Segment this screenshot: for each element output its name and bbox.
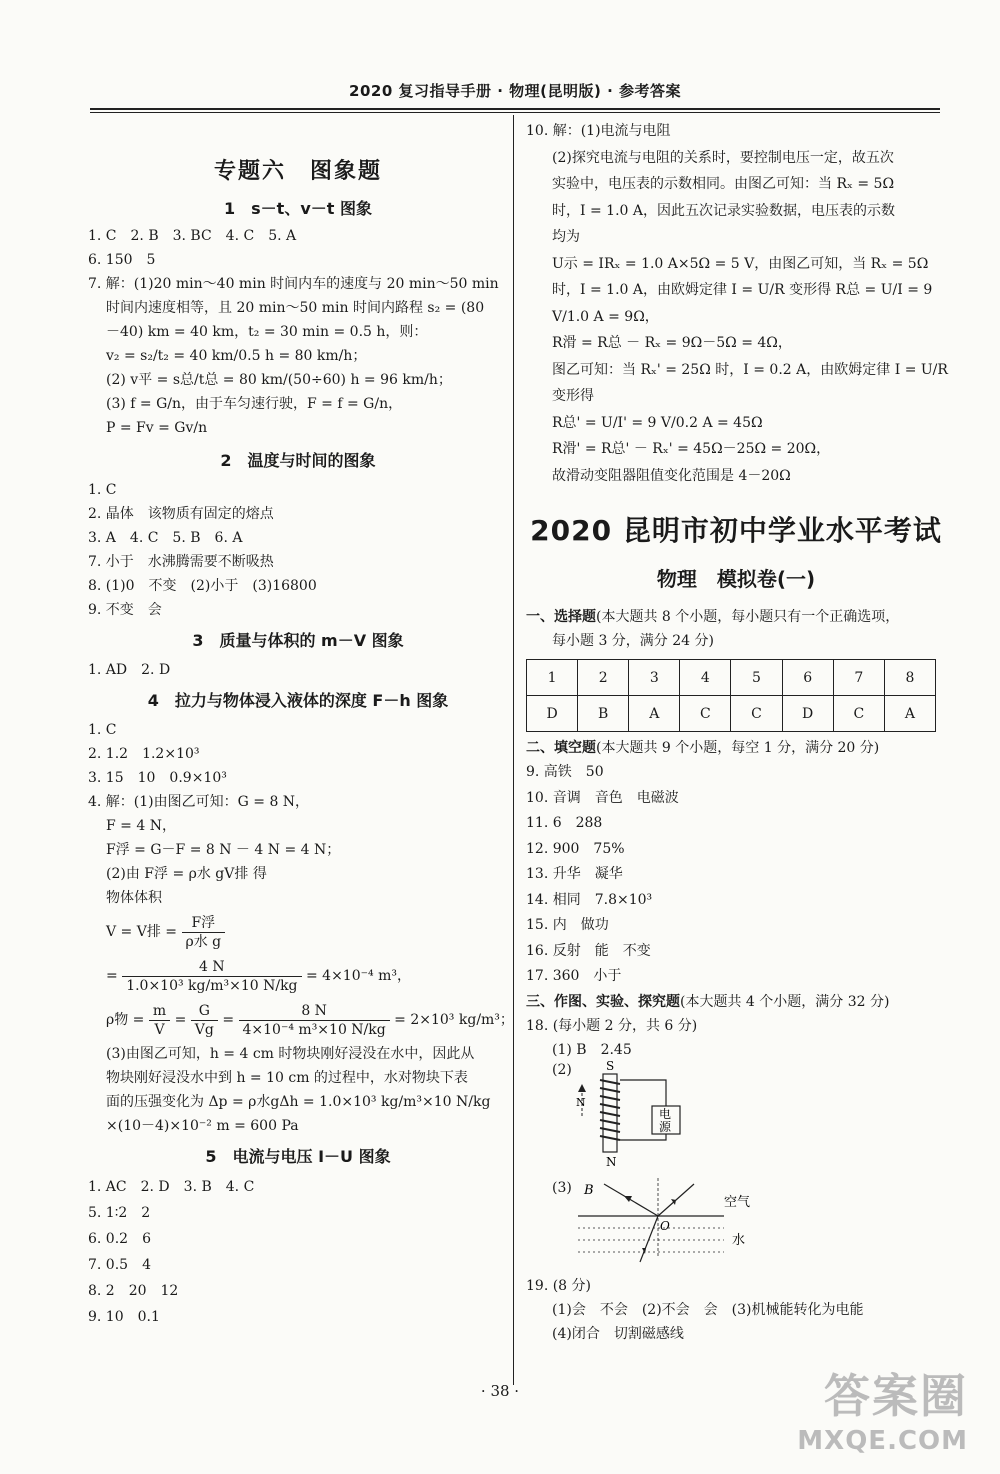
answer-line: 13. 升华 凝华 bbox=[526, 866, 623, 882]
power-label-2: 源 bbox=[659, 1119, 672, 1134]
answer-line: 12. 900 75% bbox=[526, 840, 625, 857]
answer-line: 15. 内 做功 bbox=[526, 917, 609, 933]
denominator: 1.0×10³ kg/m³×10 N/kg bbox=[126, 977, 298, 994]
column-divider bbox=[513, 115, 514, 1385]
answer-line: F = 4 N， bbox=[106, 818, 176, 834]
answer-line: 时间内速度相等，且 20 min～50 min 时间内路程 s₂ = (80 bbox=[106, 300, 485, 316]
section-heading: 5 电流与电压 I－U 图象 bbox=[205, 1147, 391, 1166]
section-heading: 2 温度与时间的图象 bbox=[220, 451, 376, 470]
question-19-line-1: (1)会 不会 (2)不会 会 (3)机械能转化为电能 bbox=[552, 1301, 864, 1318]
answer-line: 7. 解：(1)20 min～40 min 时间内车的速度与 20 min～50 min bbox=[88, 276, 499, 292]
denominator: V bbox=[154, 1021, 165, 1038]
part-1-header bbox=[526, 605, 946, 629]
volume-result bbox=[88, 954, 508, 998]
point-o-label: O bbox=[660, 1218, 670, 1233]
watermark-text: 答案圈 bbox=[824, 1369, 968, 1423]
section-heading: 4 拉力与物体浸入液体的深度 F－h 图象 bbox=[147, 691, 449, 710]
equation-result: = 4×10⁻⁴ m³， bbox=[305, 968, 411, 984]
section-heading: 3 质量与体积的 m－V 图象 bbox=[192, 631, 404, 650]
numerator: G bbox=[191, 1002, 218, 1021]
part-description: (本大题共 8 个小题，每小题只有一个正确选项， bbox=[596, 609, 900, 625]
answer-line: 14. 相同 7.8×10³ bbox=[526, 891, 653, 908]
electromagnet-diagram bbox=[576, 1058, 696, 1170]
question-19-line-2: (4)闭合 切割磁感线 bbox=[552, 1325, 684, 1342]
answer-line: 3. A 4. C 5. B 6. A bbox=[88, 530, 243, 546]
density-equation: ρ物 = $\frac{m}{V}$ = $\frac{G}{Vg}$ = $\frac{8 N}{\text{4×10⁻⁴ m³×10 N/kg}}$ = 2×10³ kg/m³； bbox=[106, 1002, 514, 1038]
answer-line: 6. 150 5 bbox=[88, 252, 156, 268]
answer-line: 物体体积 bbox=[106, 890, 162, 906]
answer-line: (3) f = G/n，由于车匀速行驶，F = f = G/n， bbox=[106, 396, 403, 412]
equation-result: = 2×10³ kg/m³； bbox=[394, 1012, 514, 1028]
part-3-header bbox=[526, 990, 946, 1014]
numerator: F浮 bbox=[182, 914, 226, 933]
paper-title: 物理 模拟卷(一) bbox=[656, 567, 816, 591]
table-cell: 5 bbox=[731, 660, 782, 696]
sub-question-label: (2) bbox=[552, 1061, 572, 1078]
page-number: · 38 · bbox=[480, 1382, 520, 1400]
answer-line: 17. 360 小于 bbox=[526, 968, 622, 984]
part-label: 三、作图、实验、探究题 bbox=[526, 993, 680, 1010]
table-cell: 1 bbox=[527, 660, 578, 696]
pole-n-label: N bbox=[606, 1154, 617, 1169]
answer-line: 故滑动变阻器阻值变化范围是 4－20Ω bbox=[552, 467, 791, 484]
answer-line: v₂ = s₂/t₂ = 40 km/0.5 h = 80 km/h； bbox=[106, 348, 367, 364]
water-label: 水 bbox=[732, 1232, 746, 1248]
answer-line: 9. 高铁 50 bbox=[526, 764, 604, 780]
answer-table bbox=[526, 659, 936, 732]
answer-line: ×(10－4)×10⁻² m = 600 Pa bbox=[106, 1118, 299, 1134]
answer-line: 5. 1∶2 2 bbox=[88, 1205, 151, 1221]
answer-line: R滑 = R总 － Rₓ = 9Ω－5Ω = 4Ω， bbox=[552, 335, 792, 351]
part-2-answers bbox=[526, 760, 946, 990]
answer-line: F浮 = G－F = 8 N － 4 N = 4 N； bbox=[106, 842, 341, 858]
answer-line: 1. C 2. B 3. BC 4. C 5. A bbox=[88, 228, 297, 244]
answer-line: 变形得 bbox=[552, 388, 594, 404]
part-2-header bbox=[526, 736, 946, 760]
equals-sign: = bbox=[106, 968, 118, 984]
table-cell: B bbox=[578, 696, 629, 732]
table-cell: 3 bbox=[629, 660, 680, 696]
header-rule bbox=[90, 108, 940, 110]
table-cell: 7 bbox=[833, 660, 884, 696]
table-cell: 8 bbox=[884, 660, 935, 696]
header-rule-thin bbox=[90, 112, 940, 113]
answer-line: 时，I = 1.0 A，由欧姆定律 I = U/R 变形得 R总 = U/I = 9 bbox=[552, 282, 933, 298]
sub-question-label: (3) bbox=[552, 1179, 572, 1196]
denominator: Vg bbox=[194, 1021, 214, 1038]
volume-equation bbox=[88, 910, 508, 954]
table-cell: 4 bbox=[680, 660, 731, 696]
answer-line: P = Fv = Gv/n bbox=[106, 420, 208, 436]
watermark-url: MXQE.COM bbox=[797, 1426, 968, 1456]
numerator: 8 N bbox=[239, 1002, 390, 1021]
left-column bbox=[88, 120, 514, 1330]
section-heading: 1 s－t、v－t 图象 bbox=[224, 199, 372, 218]
power-label-1: 电 bbox=[659, 1106, 672, 1121]
refraction-diagram bbox=[574, 1174, 774, 1274]
answer-line: R滑' = R总' － Rₓ' = 45Ω－25Ω = 20Ω， bbox=[552, 441, 831, 457]
answer-line: 9. 10 0.1 bbox=[88, 1309, 160, 1325]
ray-b-label: B bbox=[584, 1182, 594, 1198]
answer-line: U示 = IRₓ = 1.0 A×5Ω = 5 V，由图乙可知，当 Rₓ = 5Ω bbox=[552, 255, 929, 272]
section-5-answers bbox=[88, 1174, 508, 1330]
right-column bbox=[526, 118, 946, 1346]
part-description: (本大题共 9 个小题，每空 1 分，满分 20 分) bbox=[596, 740, 880, 756]
answer-line: V/1.0 A = 9Ω， bbox=[552, 308, 659, 325]
part-label: 二、填空题 bbox=[526, 740, 596, 756]
fraction bbox=[191, 1002, 218, 1039]
answer-line: 1. C bbox=[88, 722, 117, 738]
answer-line: 11. 6 288 bbox=[526, 815, 603, 831]
question-19-header: 19. (8 分) bbox=[526, 1277, 591, 1294]
answer-line: 8. 2 20 12 bbox=[88, 1283, 179, 1299]
table-cell: A bbox=[629, 696, 680, 732]
numerator: 4 N bbox=[122, 958, 301, 977]
answer-line: 1. AD 2. D bbox=[88, 662, 171, 678]
table-cell: C bbox=[680, 696, 731, 732]
answer-line: 3. 15 10 0.9×10³ bbox=[88, 770, 227, 786]
answer-line: 16. 反射 能 不变 bbox=[526, 942, 651, 959]
exam-title: 2020 昆明市初中学业水平考试 bbox=[530, 514, 942, 547]
answer-line: 7. 0.5 4 bbox=[88, 1257, 151, 1273]
answer-line: 2. 晶体 该物质有固定的熔点 bbox=[88, 506, 274, 522]
question-18-3 bbox=[526, 1174, 946, 1274]
table-cell: 6 bbox=[782, 660, 833, 696]
denominator: ρ水 g bbox=[185, 933, 222, 950]
answer-line: 6. 0.2 6 bbox=[88, 1231, 151, 1247]
table-row bbox=[527, 696, 936, 732]
page-header: 2020 复习指导手册 · 物理(昆明版) · 参考答案 bbox=[349, 82, 681, 100]
air-label: 空气 bbox=[724, 1194, 751, 1210]
answer-line: 物块刚好浸没水中到 h = 10 cm 的过程中，水对物块下表 bbox=[106, 1070, 468, 1086]
numerator: m bbox=[149, 1002, 170, 1021]
question-10-solution bbox=[526, 118, 946, 489]
answer-line: (2)探究电流与电阻的关系时，要控制电压一定，故五次 bbox=[552, 149, 894, 166]
fraction bbox=[239, 1002, 390, 1039]
answer-line: (2) v平 = s总/t总 = 80 km/(50÷60) h = 96 km/h； bbox=[106, 372, 452, 388]
part-description: (本大题共 4 个小题，满分 32 分) bbox=[680, 993, 890, 1010]
answer-line: 均为 bbox=[552, 229, 580, 245]
question-18-2 bbox=[526, 1058, 946, 1174]
table-cell: D bbox=[782, 696, 833, 732]
equation-lhs: ρ物 = bbox=[106, 1012, 145, 1028]
table-cell: D bbox=[527, 696, 578, 732]
pole-s-label: S bbox=[606, 1058, 615, 1073]
compass-n-label: N bbox=[576, 1095, 586, 1109]
answer-line: 8. (1)0 不变 (2)小于 (3)16800 bbox=[88, 578, 317, 594]
part-label: 一、选择题 bbox=[526, 609, 596, 625]
answer-line: 7. 小于 水沸腾需要不断吸热 bbox=[88, 554, 274, 570]
answer-line: 1. C bbox=[88, 482, 117, 498]
equation-lhs: V = V排 = bbox=[106, 924, 178, 940]
answer-line: 4. 解：(1)由图乙可知：G = 8 N， bbox=[88, 794, 310, 810]
table-row bbox=[527, 660, 936, 696]
topic-title: 专题六 图象题 bbox=[213, 159, 382, 184]
table-cell: 2 bbox=[578, 660, 629, 696]
answer-line: 9. 不变 会 bbox=[88, 602, 162, 618]
table-cell: C bbox=[833, 696, 884, 732]
fraction bbox=[122, 958, 301, 995]
answer-line: 时，I = 1.0 A，因此五次记录实验数据，电压表的示数 bbox=[552, 202, 895, 219]
section-2-answers bbox=[88, 478, 508, 622]
fraction bbox=[149, 1002, 170, 1039]
answer-line: 图乙可知：当 Rₓ' = 25Ω 时，I = 0.2 A，由欧姆定律 I = U/R bbox=[552, 361, 948, 378]
answer-line: 面的压强变化为 Δp = ρ水gΔh = 1.0×10³ kg/m³×10 N/kg bbox=[106, 1094, 491, 1110]
section-4-answers bbox=[88, 718, 514, 1138]
answer-line: (2)由 F浮 = ρ水 gV排 得 bbox=[106, 866, 267, 882]
answer-line: (3)由图乙可知，h = 4 cm 时物块刚好浸没在水中，因此从 bbox=[106, 1046, 475, 1062]
fraction bbox=[182, 914, 226, 951]
answer-line: 实验中，电压表的示数相同。由图乙可知：当 Rₓ = 5Ω bbox=[552, 176, 895, 192]
answer-line: 10. 音调 音色 电磁波 bbox=[526, 789, 679, 806]
answer-line: 1. AC 2. D 3. B 4. C bbox=[88, 1179, 255, 1195]
section-1-answers bbox=[88, 224, 508, 440]
answer-line: 10. 解：(1)电流与电阻 bbox=[526, 123, 671, 139]
question-18-1: (1) B 2.45 bbox=[552, 1041, 632, 1058]
question-18-header: 18. (每小题 2 分，共 6 分) bbox=[526, 1017, 698, 1034]
part-1-description-cont: 每小题 3 分，满分 24 分) bbox=[552, 633, 714, 649]
answer-line: R总' = U/I' = 9 V/0.2 A = 45Ω bbox=[552, 414, 763, 431]
denominator: 4×10⁻⁴ m³×10 N/kg bbox=[242, 1021, 386, 1038]
answer-line: －40) km = 40 km，t₂ = 30 min = 0.5 h，则： bbox=[106, 324, 428, 340]
table-cell: C bbox=[731, 696, 782, 732]
table-cell: A bbox=[884, 696, 935, 732]
answer-line: 2. 1.2 1.2×10³ bbox=[88, 746, 200, 762]
watermark-logo bbox=[797, 1360, 968, 1456]
